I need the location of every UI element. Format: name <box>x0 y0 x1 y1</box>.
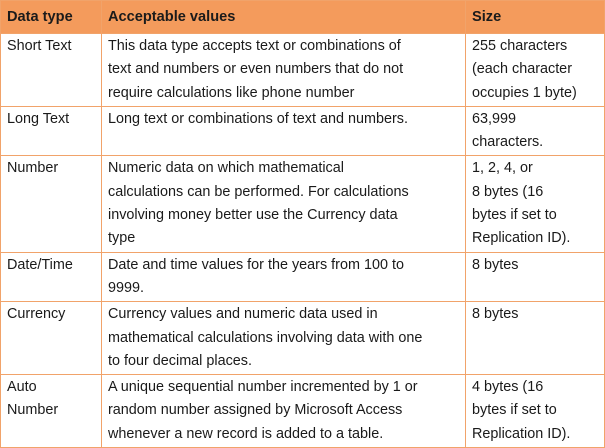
acceptable-values-cell: Long text or combinations of text and numbers. <box>102 106 466 156</box>
acceptable-values-cell: Numeric data on which mathematical calculations can be performed. For calculations involving money better use the Currency data type <box>102 156 466 252</box>
data-type-cell: Long Text <box>1 106 102 156</box>
acceptable-values-cell: Date and time values for the years from 100 to 9999. <box>102 252 466 302</box>
size-cell: 8 bytes <box>466 252 605 302</box>
table-row <box>1 252 605 302</box>
acceptable-values-cell: A unique sequential number incremented by 1 or random number assigned by Microsoft Access whenever a new record is added to a table. <box>102 375 466 448</box>
table-row <box>1 375 605 448</box>
data-type-cell: Auto Number <box>1 375 102 448</box>
data-type-cell: Currency <box>1 302 102 375</box>
size-cell: 63,999 characters. <box>466 106 605 156</box>
header-acceptable-values: Acceptable values <box>102 1 466 34</box>
table-row <box>1 106 605 156</box>
data-type-cell: Short Text <box>1 34 102 107</box>
header-row <box>1 1 605 34</box>
acceptable-values-cell: This data type accepts text or combinations of text and numbers or even numbers that do not require calculations like phone number <box>102 34 466 107</box>
size-cell: 255 characters (each character occupies 1 byte) <box>466 34 605 107</box>
table-row <box>1 156 605 252</box>
data-type-cell: Number <box>1 156 102 252</box>
header-size: Size <box>466 1 605 34</box>
table-body <box>1 34 605 448</box>
table-header <box>1 1 605 34</box>
size-cell: 1, 2, 4, or 8 bytes (16 bytes if set to Replication ID). <box>466 156 605 252</box>
header-data-type: Data type <box>1 1 102 34</box>
data-type-cell: Date/Time <box>1 252 102 302</box>
table-row <box>1 34 605 107</box>
table-row <box>1 302 605 375</box>
acceptable-values-cell: Currency values and numeric data used in mathematical calculations involving data with one to four decimal places. <box>102 302 466 375</box>
size-cell: 8 bytes <box>466 302 605 375</box>
size-cell: 4 bytes (16 bytes if set to Replication ID). <box>466 375 605 448</box>
